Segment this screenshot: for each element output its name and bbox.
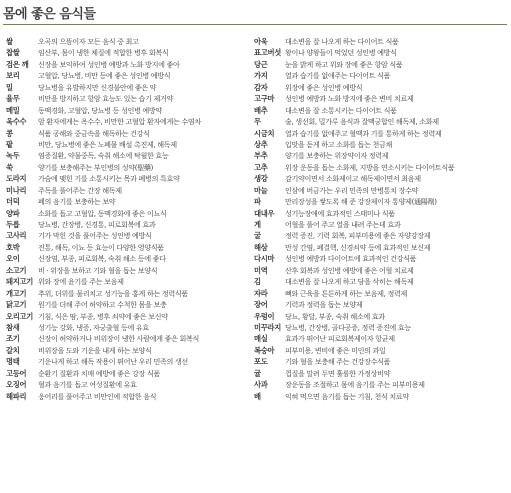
food-name: 무 [254,117,261,127]
food-name: 상추 [254,139,268,149]
food-description: 장운동을 조절하고 몸에 음기를 주는 피부미용제 [285,380,425,390]
food-name: 해파리 [6,391,27,401]
food-description: 비위장을 도와 기운을 내게 하는 보양식 [38,345,152,355]
food-item-row [254,150,508,161]
food-description: 익혀 먹으면 음기를 돕는 기침, 천식 치료약 [285,391,409,401]
food-description: 성인병 예방과 노화 방지에 좋은 변비 치료제 [285,94,414,104]
food-name: 옥수수 [6,117,27,127]
food-name: 당근 [254,59,268,69]
food-description: 기력과 정력을 돕는 보양제 [285,300,363,310]
food-name: 갈치 [6,345,20,355]
food-item-row [254,162,508,173]
food-description: 정력 증진, 기력 회복, 피부미용에 좋은 자양강장제 [285,231,431,241]
food-item-row [254,70,508,81]
food-description: 염증질환, 약물중독, 숙취 해소에 탁월한 효능 [38,151,169,161]
food-name: 시금치 [254,128,275,138]
food-name: 닭고기 [6,300,27,310]
food-name: 미꾸라지 [254,322,281,332]
food-description: 성기능 강화, 냉증, 자궁출혈 등에 유효 [38,322,149,332]
food-description: 산후 회복과 성인병 예방에 좋은 어혈 치료제 [285,265,414,275]
food-name: 율무 [6,94,20,104]
food-item-row [6,47,244,58]
food-name: 고등어 [6,368,27,378]
food-description: 위장에 좋은 성인병 예방식 [285,82,363,92]
food-description: 인삼에 버금가는 우리 민족의 만병통치 장수약 [285,185,419,195]
food-name: 조기 [6,334,20,344]
food-item-row [6,299,244,310]
food-description: 비 · 위장을 보하고 기와 혈을 돕는 보양식 [38,265,158,275]
food-name: 오이 [6,254,20,264]
food-item-row [254,391,508,402]
food-description: 만성 간염, 폐결핵, 신경쇠약 등에 효과적인 보신제 [285,242,431,252]
food-name: 장어 [254,300,268,310]
food-item-row [254,173,508,184]
food-description: 기가 막힌 것을 풀어주는 성인병 예방식 [38,231,152,241]
food-name: 두릅 [6,220,20,229]
food-name: 메밀 [6,105,20,115]
food-name: 참새 [6,322,20,332]
food-item-row [6,185,244,196]
food-item-row [6,116,244,127]
food-name: 가지 [254,71,268,81]
food-description: 대소변을 잘 나오게 하는 다이어트 식품 [285,37,399,46]
food-item-row [254,276,508,287]
food-description: 기와 혈을 보충해 주는 건강장수식품 [285,357,391,367]
food-description: 어혈을 풀어 주고 열을 내려 주는데 효과 [285,220,401,229]
food-description: 열과 습기를 없애주고 혈맥과 기를 통하게 하는 정력제 [285,128,442,138]
food-description: 임산부, 몸이 냉한 체질에 적합한 병후 회복식 [38,48,169,58]
food-description: 기침, 식은 땀, 부종, 병후 쇠약에 좋은 보신약 [38,311,168,321]
food-description: 대소변을 잘 소통시키는 다이어트 식품 [285,105,397,115]
food-description: 신장염, 부종, 피로회복, 숙취 해소 등에 좋다 [38,254,166,264]
food-name: 김 [254,277,261,287]
food-description: 동맥경화, 고혈압, 당뇨병 등 성인병 예방약 [38,105,162,115]
food-name: 명태 [6,357,20,367]
food-description: 만리장성을 쌓도록 해 준 강장제이자 통양제(通陽劑) [285,197,437,207]
food-item-row [254,128,508,139]
food-name: 밀 [6,82,13,92]
food-item-row [254,116,508,127]
right-column-list [254,36,508,402]
food-item-row [6,276,244,287]
food-item-row [254,230,508,241]
food-item-row [6,93,244,104]
food-description: 신장을 보익하여 성인병 예방과 노화 방지에 좋아 [38,59,180,69]
food-name: 도라지 [6,174,27,184]
food-name: 매실 [254,334,268,344]
food-description: 위장 운동을 돕는 소화제, 지방을 연소시키는 다이어트식품 [285,162,455,172]
food-item-row [6,379,244,390]
food-description: 껍질을 말려 두면 훌륭한 가정상비약 [285,368,391,378]
food-item-row [254,196,508,207]
food-description: 당뇨병, 간장병, 신경통, 피로회복에 효과 [38,220,156,229]
food-item-row [6,59,244,70]
food-description: 소화를 돕고 고혈압, 동맥경화에 좋은 이뇨식 [38,208,167,218]
food-item-row [254,185,508,196]
food-name: 대내우 [254,208,275,218]
food-item-row [254,208,508,219]
food-item-row [254,322,508,333]
food-description: 효과가 뛰어난 피로회복제이자 항균제 [285,334,395,344]
food-item-row [254,288,508,299]
food-item-row [6,242,244,253]
food-description: 성기능장애에 효과적인 스태미나 식품 [285,208,395,218]
food-item-row [6,128,244,139]
food-name: 오리고기 [6,311,33,321]
food-item-row [254,105,508,116]
food-description: 당뇨병, 간장병, 골다공증, 정력 증진에 효능 [285,322,411,332]
food-name: 복숭아 [254,345,275,355]
food-name: 소고기 [6,265,27,275]
food-item-row [6,288,244,299]
food-item-row [6,150,244,161]
food-item-row [6,36,244,47]
food-description: 추위, 더위를 물리치고 성기능을 홍게 하는 정력식품 [38,288,188,298]
food-description: 암 환자에게는 옥수수, 비만한 고혈압 환자에게는 수염차 [38,117,201,127]
food-name: 게 [254,220,261,229]
food-name: 보리 [6,71,20,81]
food-item-row [254,265,508,276]
food-item-row [6,322,244,333]
food-name: 배추 [254,105,268,115]
food-name: 쑥 [6,162,13,172]
food-name: 배 [254,391,261,401]
food-name: 고사리 [6,231,27,241]
food-name: 돼지고기 [6,277,33,287]
food-name: 고구마 [254,94,275,104]
food-description: 오곡의 으뜸이자 모든 음식 중 최고 [38,37,139,46]
food-description: 성인병 예방과 다이어트에 효과적인 건강식품 [285,254,417,264]
food-item-row [6,391,244,402]
food-name: 파 [254,197,261,207]
food-name: 더덕 [6,197,20,207]
food-description: 응어리를 풀어주고 비만인에 적합한 음식 [38,391,157,401]
food-item-row [6,333,244,344]
food-item-row [254,368,508,379]
food-name: 생강 [254,174,268,184]
food-name: 아욱 [254,37,268,46]
food-description: 주독을 풀어주는 간장 해독제 [38,185,122,195]
food-item-row [6,311,244,322]
food-name: 개고기 [6,288,27,298]
food-description: 당뇨병을 유발하지만 신경불안에 좋은 약 [38,82,157,92]
food-item-row [254,242,508,253]
food-name: 찹쌀 [6,48,20,58]
food-item-row [6,265,244,276]
food-description: 위와 장에 윤기를 주는 보음제 [38,277,124,287]
food-item-row [6,162,244,173]
food-description: 당뇨, 황달, 부종, 숙취 해소에 효과 [285,311,385,321]
title-divider [3,24,507,25]
food-item-row [254,219,508,230]
food-item-row [254,82,508,93]
food-name: 검은 깨 [6,59,29,69]
food-name: 우렁이 [254,311,275,321]
food-item-row [6,368,244,379]
page-title: 몸에 좋은 음식들 [3,7,96,22]
food-item-row [6,139,244,150]
food-item-row [254,93,508,104]
food-name: 부추 [254,151,268,161]
food-name: 호박 [6,242,20,252]
food-item-row [6,82,244,93]
food-item-row [254,36,508,47]
food-description: 피부미용, 변비에 좋은 미인의 과일 [285,345,386,355]
food-item-row [6,70,244,81]
food-item-row [6,208,244,219]
food-description: 뼈와 근육을 튼튼하게 하는 보음제, 정력제 [285,288,407,298]
food-item-row [254,356,508,367]
food-item-row [6,219,244,230]
food-item-row [254,253,508,264]
food-description: 양기를 보충하는 위장약이자 정력제 [285,151,389,161]
food-item-row [254,333,508,344]
food-name: 자라 [254,288,268,298]
food-item-row [254,345,508,356]
food-description: 혈과 음기를 돕고 여성질환에 유효 [38,380,137,390]
food-name: 녹두 [6,151,20,161]
food-item-row [6,196,244,207]
food-item-row [6,253,244,264]
food-name: 쌀 [6,37,13,46]
food-item-row [254,139,508,150]
food-description: 기운나게 하고 해독 작용이 뛰어난 우리 민족의 생선 [38,357,188,367]
left-column-list [6,36,244,402]
food-description: 식품 공해와 중금속을 해독하는 건강식 [38,128,150,138]
food-name: 표고버섯 [254,48,281,58]
food-item-row [254,299,508,310]
food-name: 해삼 [254,242,268,252]
food-name: 팥 [6,139,13,149]
food-name: 감자 [254,82,268,92]
food-description: 열과 습기를 없애주는 다이어트 식품 [285,71,391,81]
food-description: 입맛을 돋게 하고 소화를 돕는 천금채 [285,139,393,149]
food-item-row [254,59,508,70]
food-item-row [6,105,244,116]
food-name: 미나리 [6,185,27,195]
food-description: 비만, 당뇨병에 좋은 노폐물 배설 촉진제, 해독제 [38,139,177,149]
food-name: 콩 [6,128,13,138]
food-description: 순환기 질환과 치매 예방에 좋은 강장 식품 [38,368,160,378]
food-name: 마늘 [254,185,268,195]
food-description: 비만을 방지하고 항암 효능도 있는 습기 제거약 [38,94,173,104]
food-description: 눈을 밝게 하고 위와 장에 좋은 항암 식품 [285,59,403,69]
food-item-row [254,311,508,322]
food-description: 감기약이면서 소화제이고 해독제이면서 최음제 [285,174,421,184]
food-description: 진통, 해독, 이뇨 등 효능이 다양한 영양식품 [38,242,164,252]
food-name: 오징어 [6,380,27,390]
food-name: 고추 [254,162,268,172]
food-item-row [6,345,244,356]
food-name: 양파 [6,208,20,218]
food-name: 미역 [254,265,268,275]
food-name: 다시마 [254,254,275,264]
food-description: 왕이나 양왕들이 먹었던 성인병 예방식 [285,48,397,58]
food-description: 폐의 음기를 보충하는 보약 [38,197,116,207]
food-description: 양기를 보충해주는 부인병의 성약(聖藥) [38,162,154,172]
food-description: 술, 생선회, 밀가루 음식과 잘맥궁합인 해독제, 소화제 [285,117,439,127]
food-name: 사과 [254,380,268,390]
food-item-row [254,47,508,58]
food-description: 원기를 더해 주어 허약하고 수척한 몸을 보충 [38,300,167,310]
food-name: 귤 [254,368,261,378]
food-name: 굴 [254,231,261,241]
food-description: 가슴에 맺힌 기를 소통시키는 목과 폐병의 특효약 [38,174,180,184]
food-item-row [6,173,244,184]
food-description: 신장이 허약하거나 비위장이 냉한 사람에게 좋은 회복식 [38,334,199,344]
food-item-row [254,379,508,390]
food-item-row [6,230,244,241]
food-item-row [6,356,244,367]
food-description: 대소변을 잘 나오게 하고 담을 삭히는 해독제 [285,277,414,287]
food-name: 포도 [254,357,268,367]
food-description: 고혈압, 당뇨병, 비만 등에 좋은 성인병 예방식 [38,71,171,81]
